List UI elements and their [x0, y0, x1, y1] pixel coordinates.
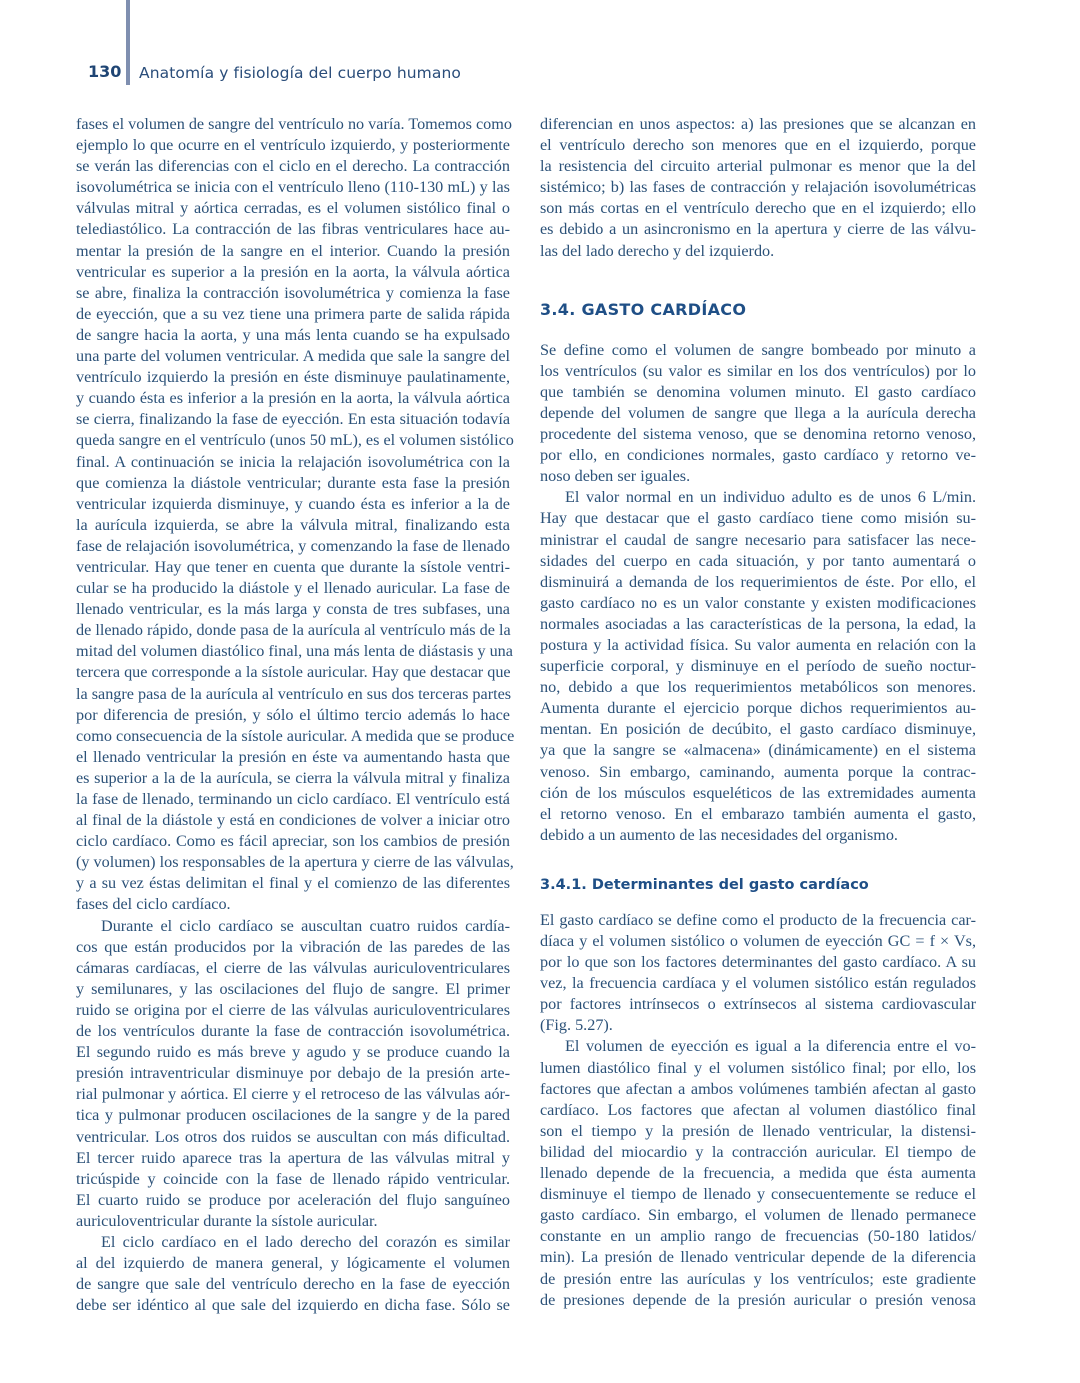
paragraph: [540, 1036, 976, 1310]
text-line: queda sangre en el ventrículo (unos 50 mL), es el volumen sistólico: [76, 431, 514, 450]
text-line: de los ventrículos durante la fase de contracción isovolumétrica.: [76, 1022, 510, 1041]
text-line: se verán las diferencias con el ciclo en el derecho. La contracción: [76, 157, 510, 176]
text-line: de sangre que sale del ventrículo derecho en la fase de eyección: [76, 1275, 510, 1294]
text-line: El cuarto ruido se produce por aceleración del flujo sanguíneo: [76, 1190, 510, 1209]
text-line: ción de los músculos esqueléticos de las extremidades aumenta: [540, 783, 976, 802]
text-line: El gasto cardíaco se define como el producto de la frecuencia car-: [540, 910, 976, 929]
text-line: vez, la frecuencia cardíaca y el volumen sistólico están regulados: [540, 974, 976, 993]
text-line: díaca y el volumen sistólico o volumen de eyección GC = f × Vs,: [540, 932, 976, 950]
text-line: min). La presión de llenado ventricular depende de la diferencia: [540, 1248, 976, 1267]
paragraph: [540, 487, 976, 846]
text-line: Aumenta durante el ejercicio porque dichos requerimientos au-: [540, 699, 976, 718]
text-line: lumen diastólico final y el volumen sistólico final; por ello, los: [540, 1058, 976, 1077]
intro-paragraph: [540, 114, 976, 262]
text-line: ruido se origina por el cierre de las válvulas auriculoventriculares: [76, 1000, 510, 1019]
text-line: la sangre pasa de la aurícula al ventrículo en sus dos terceras partes: [76, 684, 512, 703]
text-line: la aurícula izquierda, se abre la válvula mitral, finalizando esta: [76, 515, 510, 534]
text-line: por ello, en condiciones normales, gasto cardíaco y retorno ve-: [540, 446, 976, 465]
text-line: fases del ciclo cardíaco.: [76, 895, 231, 914]
text-line: los ventrículos (su valor es similar en los dos ventrículos) por lo: [540, 361, 976, 380]
text-line: presión intraventricular disminuye por debajo de la presión arte-: [76, 1064, 510, 1083]
text-line: rial pulmonar y aórtica. El cierre y el retroceso de las válvulas aór-: [76, 1085, 510, 1104]
left-column: [76, 114, 515, 1316]
text-line: ventricular. Hay que tener en cuenta que durante la sístole ventri-: [76, 557, 510, 576]
page-number: 130: [88, 62, 122, 81]
paragraph: [76, 114, 515, 916]
text-line: El ciclo cardíaco en el lado derecho del corazón es similar: [101, 1232, 510, 1251]
text-line: válvulas mitral y aórtica cerradas, es el volumen sistólico final o: [76, 199, 510, 218]
text-line: (Fig. 5.27).: [540, 1016, 613, 1035]
text-line: las del lado derecho y del izquierdo.: [540, 241, 775, 260]
text-line: factores que afectan a ambos volúmenes también afectan al gasto: [540, 1079, 976, 1098]
text-line: no, debido a que los requerimientos metabólicos son menores.: [540, 678, 976, 697]
text-line: mentan. En posición de decúbito, el gasto cardíaco disminuye,: [540, 720, 976, 739]
text-line: se abre, finaliza la contracción isovolumétrica y comienza la fase: [76, 283, 510, 302]
text-line: depende del volumen de sangre que llega a la aurícula derecha: [540, 403, 976, 422]
paragraph: [76, 1232, 510, 1316]
text-line: ventricular. Los otros dos ruidos se auscultan con más dificultad.: [76, 1127, 510, 1146]
spacer: [540, 322, 976, 340]
text-line: constante en un amplio rango de frecuencias (50-180 latidos/: [540, 1227, 976, 1246]
text-line: son el tiempo y la presión de llenado ventricular, la distensi-: [540, 1121, 976, 1140]
text-line: El valor normal en un individuo adulto es de unos 6 L/min.: [565, 488, 976, 507]
text-line: al final de la diástole y está en condiciones de volver a iniciar otro: [76, 811, 510, 830]
text-line: Durante el ciclo cardíaco se auscultan cuatro ruidos cardía-: [101, 916, 510, 935]
text-line: cos que están producidos por la vibración de las paredes de las: [76, 937, 510, 956]
text-line: disminuye el tiempo de llenado y consecuentemente se reduce el: [540, 1185, 976, 1204]
text-line: cámaras cardíacas, el cierre de las válvulas auriculoventriculares: [76, 958, 510, 977]
text-line: como consecuencia de la sístole auricular. A medida que se produce: [76, 726, 515, 745]
text-line: llenado ventricular, es la más larga y consta de tres subfases, una: [76, 600, 510, 619]
text-line: fase de relajación isovolumétrica, y comenzando la fase de llenado: [76, 536, 510, 555]
text-line: por factores intrínsecos o extrínsecos al sistema cardiovascular: [540, 995, 976, 1014]
text-line: por diferencia de presión, y sólo el último tercio además lo hace: [76, 705, 510, 724]
text-line: de llenado rápido, donde pasa de la aurícula al ventrículo más de la: [76, 621, 511, 640]
text-line: de sangre hacia la aorta, y una más lenta cuando se ha expulsado: [76, 325, 510, 344]
text-line: ejemplo lo que ocurre en el ventrículo izquierdo, y posteriormente: [76, 136, 510, 155]
text-line: isovolumétrica se inicia con el ventrículo lleno (110-130 mL) y las: [76, 178, 510, 197]
text-line: El volumen de eyección es igual a la diferencia entre el vo-: [565, 1037, 976, 1056]
text-line: el retorno venoso. En el embarazo también aumenta el gasto,: [540, 804, 976, 823]
text-line: son más cortas en el ventrículo derecho que en el izquierdo; ello: [540, 199, 976, 218]
text-line: ventricular izquierda disminuye, y cuando ésta es inferior a la de: [76, 494, 510, 513]
text-line: El segundo ruido es más breve y agudo y se produce cuando la: [76, 1043, 510, 1062]
text-line: una parte del volumen ventricular. A medida que sale la sangre del: [76, 347, 510, 366]
text-line: venoso. Sin embargo, caminando, aumenta porque la contrac-: [540, 762, 976, 781]
text-line: de presión entre las aurículas y los ventrículos; este gradiente: [540, 1269, 976, 1288]
text-line: gasto cardíaco no es un valor constante y existen modificaciones: [540, 593, 976, 612]
text-line: disminuirá a demanda de los requerimientos de éste. Por ello, el: [540, 572, 976, 591]
text-line: que también se denomina volumen minuto. El gasto cardíaco: [540, 382, 976, 401]
text-line: (y volumen) los responsables de la apertura y cierre de las válvulas,: [76, 853, 514, 872]
text-line: debe ser idéntico al que sale del izquierdo en dicha fase. Sólo se: [76, 1296, 510, 1315]
text-line: Se define como el volumen de sangre bombeado por minuto a: [540, 340, 976, 359]
text-line: y a su vez éstas delimitan el final y el comienzo de las diferentes: [76, 874, 510, 893]
text-line: ministrar el caudal de sangre necesario para satisfacer las nece-: [540, 530, 976, 549]
text-line: noso deben ser iguales.: [540, 467, 691, 486]
text-line: se cierra, finalizando la fase de eyección. En esta situación todavía: [76, 410, 510, 429]
text-line: de eyección, que a su vez tiene una primera parte de salida rápida: [76, 304, 510, 323]
text-line: superficie corporal, y disminuye en el período de sueño noctur-: [540, 657, 976, 676]
spacer: [540, 262, 976, 298]
text-line: tricúspide y coincide con la fase de llenado rápido ventricular.: [76, 1169, 510, 1188]
text-line: llenado depende de la frecuencia, a medida que ésta aumenta: [540, 1164, 976, 1183]
text-line: tercera que corresponde a la sístole auricular. Hay que destacar que: [76, 663, 511, 682]
text-line: normales asociadas a las características de la persona, la edad, la: [540, 614, 976, 633]
text-line: ventrículo izquierdo la presión en éste disminuye paulatinamente,: [76, 368, 510, 387]
text-line: diferencian en unos aspectos: a) las presiones que se alcanzan en: [540, 115, 976, 133]
text-line: de presiones depende de la presión auricular o presión venosa: [540, 1290, 976, 1309]
spacer: [540, 846, 976, 874]
text-line: debido a un aumento de las necesidades del organismo.: [540, 825, 898, 844]
text-line: tica y pulmonar producen oscilaciones de la sangre y de la pared: [76, 1106, 510, 1125]
paragraph: [540, 340, 976, 488]
text-line: Hay que destacar que el gasto cardíaco tiene como misión su-: [540, 509, 976, 528]
running-title: Anatomía y fisiología del cuerpo humano: [139, 64, 461, 82]
section-heading: 3.4. GASTO CARDÍACO: [540, 299, 747, 319]
paragraph: [540, 910, 976, 1037]
right-column: [540, 114, 976, 1311]
text-line: y semilunares, y las oscilaciones del flujo de sangre. El primer: [76, 979, 510, 998]
text-line: procedente del sistema venoso, que se denomina retorno venoso,: [540, 425, 976, 444]
text-line: cardíaco. Los factores que afectan al volumen diastólico final: [540, 1100, 976, 1119]
text-line: mitad del volumen diastólico final, una más lenta de diástasis y una: [76, 642, 513, 661]
text-line: El tercer ruido aparece tras la apertura de las válvulas mitral y: [76, 1148, 510, 1167]
text-line: telediastólico. La contracción de las fibras ventriculares hace au-: [76, 220, 510, 239]
text-line: ventricular es superior a la presión en la aorta, la válvula aórtica: [76, 262, 510, 281]
text-line: mentar la presión de la sangre en el interior. Cuando la presión: [76, 241, 510, 260]
text-line: al del izquierdo de manera general, y lógicamente el volumen: [76, 1254, 510, 1273]
text-line: fases el volumen de sangre del ventrículo no varía. Tomemos como: [76, 115, 512, 133]
text-line: la resistencia del circuito arterial pulmonar es menor que la del: [540, 157, 976, 176]
text-line: postura y la actividad física. Su valor aumenta en relación con la: [540, 635, 976, 654]
text-line: gasto cardíaco. Sin embargo, el volumen de llenado permanece: [540, 1206, 976, 1225]
text-line: que comienza la diástole ventricular; durante esta fase la presión: [76, 473, 510, 492]
header-rule: [126, 0, 130, 85]
text-line: el llenado ventricular la presión en éste va aumentando hasta que: [76, 747, 510, 766]
text-line: es debido a un asincronismo en la apertura y cierre de las válvu-: [540, 220, 976, 239]
paragraph: [76, 916, 510, 1232]
text-line: cular se ha producido la diástole y el llenado auricular. La fase de: [76, 579, 510, 598]
text-line: ciclo cardíaco. Como es fácil apreciar, son los cambios de presión: [76, 832, 510, 851]
text-line: final. A continuación se inicia la relajación isovolumétrica con la: [76, 452, 510, 471]
text-line: por lo que son los factores determinantes del gasto cardíaco. A su: [540, 953, 976, 972]
text-line: ya que la sangre se «almacena» (dinámicamente) en el sistema: [540, 741, 976, 760]
text-line: la fase de llenado, terminando un ciclo cardíaco. El ventrículo está: [76, 790, 510, 808]
subsection-heading: 3.4.1. Determinantes del gasto cardíaco: [540, 876, 869, 893]
text-line: y cuando ésta es inferior a la presión en la aorta, la válvula aórtica: [76, 389, 510, 408]
text-line: el ventrículo derecho son menores que en el izquierdo, porque: [540, 136, 976, 155]
text-line: bilidad del miocardio y la contracción auricular. El tiempo de: [540, 1142, 976, 1161]
text-line: es superior a la de la aurícula, se cierra la válvula mitral y finaliza: [76, 768, 510, 787]
text-line: sidades del cuerpo en cada situación, y por tanto aumentará o: [540, 551, 976, 570]
spacer: [540, 896, 976, 910]
text-line: auriculoventricular durante la sístole auricular.: [76, 1211, 378, 1230]
text-line: sistémico; b) las fases de contracción y relajación isovolumétricas: [540, 178, 976, 197]
